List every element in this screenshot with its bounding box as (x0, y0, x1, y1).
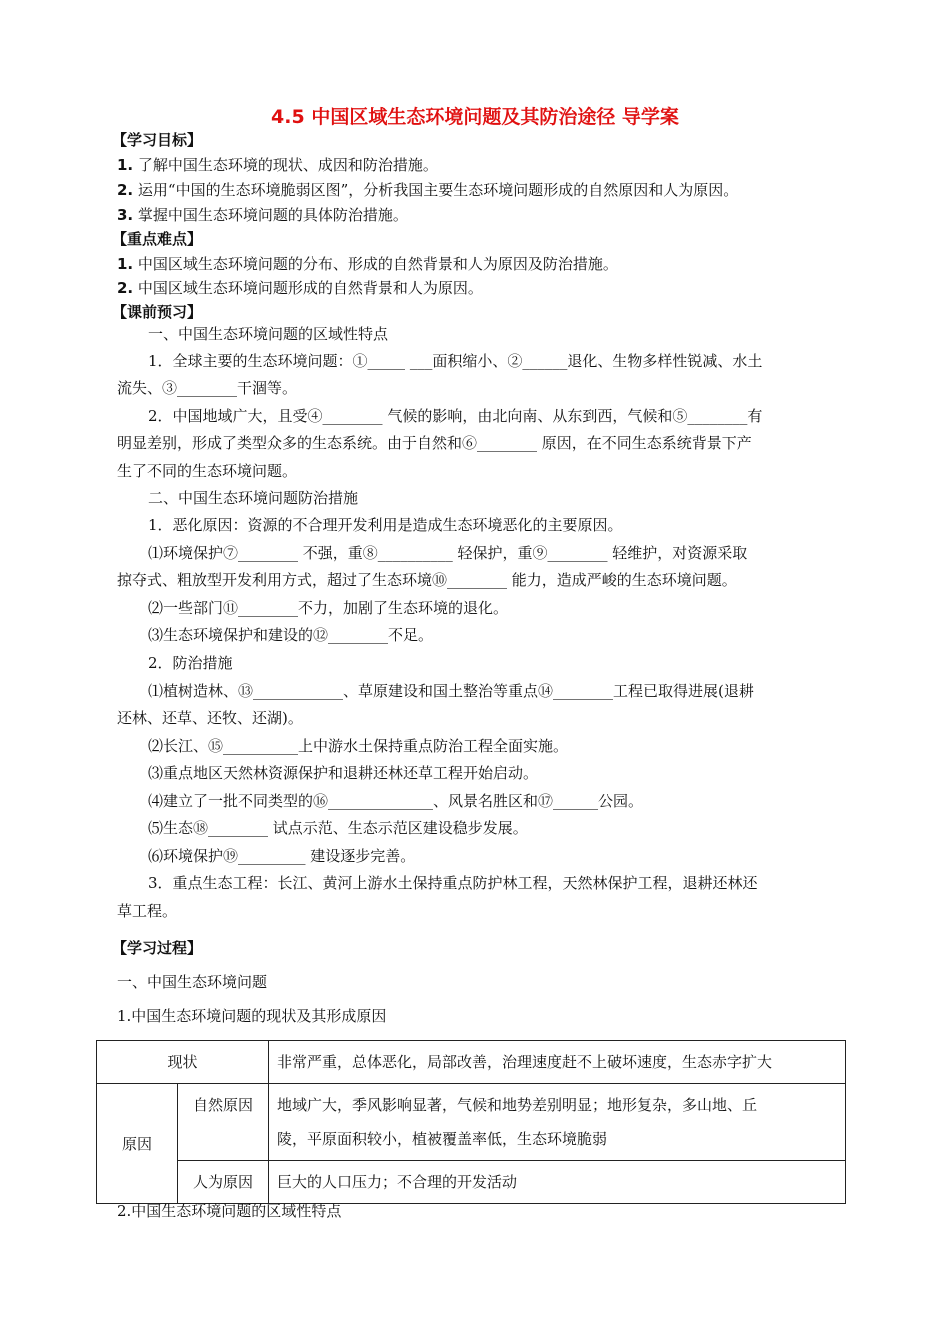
process-header: 【学习过程】 (112, 939, 203, 957)
process-line: 一、中国生态环境问题 (117, 973, 268, 991)
preview-line: ⑹环境保护⑲_________ 建设逐步完善。 (148, 847, 416, 865)
keypoint-item-2 (117, 278, 483, 298)
preview-line: 2．防治措施 (148, 654, 233, 672)
preview-header: 【课前预习】 (112, 303, 203, 321)
keypoint-text: 中国区域生态环境问题的分布、形成的自然背景和人为原因及防治措施。 (133, 255, 618, 273)
preview-line: 还林、还草、还牧、还湖)。 (117, 709, 303, 727)
preview-line: 明显差别，形成了类型众多的生态系统。由于自然和⑥________ 原因，在不同生态系统背景下产 (117, 434, 752, 452)
preview-line: 草工程。 (117, 902, 178, 920)
preview-line: 生了不同的生态环境问题。 (117, 462, 298, 480)
preview-line: ⑵一些部门⑪________不力，加剧了生态环境的退化。 (148, 599, 509, 617)
table-cell (269, 1084, 846, 1161)
goal-item-1 (117, 155, 438, 175)
cell-line: 陵，平原面积较小，植被覆盖率低，生态环境脆弱 (277, 1130, 608, 1148)
preview-line: ⑵长江、⑮__________上中游水土保持重点防治工程全面实施。 (148, 737, 569, 755)
table-cell: 现状 (97, 1041, 269, 1084)
preview-line: 流失、③________干涸等。 (117, 379, 298, 397)
table-row (97, 1041, 846, 1084)
table-row (97, 1161, 846, 1204)
goal-item-3 (117, 205, 408, 225)
keypoint-text: 中国区域生态环境问题形成的自然背景和人为原因。 (133, 279, 483, 297)
keypoint-item-1 (117, 254, 618, 274)
preview-line: 1．全球主要的生态环境问题：①_____ ___面积缩小、②______退化、生物多样性锐减、水土 (148, 352, 763, 370)
preview-line: 2．中国地域广大，且受④________ 气候的影响，由北向南、从东到西，气候和⑤________有 (148, 407, 763, 425)
preview-line: ⑴环境保护⑦________ 不强，重⑧__________ 轻保护，重⑨________ 轻维护，对资源采取 (148, 544, 748, 562)
preview-line: ⑶重点地区天然林资源保护和退耕还林还草工程开始启动。 (148, 764, 539, 782)
table-row (97, 1084, 846, 1161)
preview-line: ⑶生态环境保护和建设的⑫________不足。 (148, 626, 434, 644)
keypoints-header: 【重点难点】 (112, 230, 203, 248)
table-cell: 原因 (97, 1084, 178, 1204)
goal-num: 3. (117, 206, 134, 224)
table-cell: 巨大的人口压力；不合理的开发活动 (269, 1161, 846, 1204)
preview-line: 掠夺式、粗放型开发利用方式，超过了生态环境⑩________ 能力，造成严峻的生态环境问题。 (117, 571, 737, 589)
goal-text: 了解中国生态环境的现状、成因和防治措施。 (133, 156, 438, 174)
goals-header: 【学习目标】 (112, 131, 203, 149)
goal-num: 2. (117, 181, 134, 199)
preview-line: ⑴植树造林、⑬____________、草原建设和国土整治等重点⑭________工程已取得进展(退耕 (148, 682, 754, 700)
keypoint-num: 2. (117, 279, 134, 297)
table-cell: 非常严重，总体恶化，局部改善，治理速度赶不上破坏速度，生态赤字扩大 (269, 1041, 846, 1084)
goal-item-2 (117, 180, 738, 200)
preview-line: 1．恶化原因：资源的不合理开发利用是造成生态环境恶化的主要原因。 (148, 516, 623, 534)
preview-line: 3．重点生态工程：长江、黄河上游水土保持重点防护林工程，天然林保护工程，退耕还林还 (148, 874, 758, 892)
table-cell: 自然原因 (178, 1084, 269, 1161)
goal-num: 1. (117, 156, 134, 174)
goal-text: 掌握中国生态环境问题的具体防治措施。 (133, 206, 408, 224)
cell-line: 地域广大，季风影响显著，气候和地势差别明显；地形复杂，多山地、丘 (277, 1096, 758, 1114)
preview-line: 一、中国生态环境问题的区域性特点 (148, 325, 389, 343)
preview-line: ⑷建立了一批不同类型的⑯______________、风景名胜区和⑰______公园。 (148, 792, 644, 810)
keypoint-num: 1. (117, 255, 134, 273)
preview-line: 二、中国生态环境问题防治措施 (148, 489, 359, 507)
after-table-line: 2.中国生态环境问题的区域性特点 (117, 1202, 342, 1220)
document-title: 4.5 中国区域生态环境问题及其防治途径 导学案 (271, 106, 679, 128)
goal-text: 运用“中国的生态环境脆弱区图”，分析我国主要生态环境问题形成的自然原因和人为原因。 (133, 181, 739, 199)
preview-line: ⑸生态⑱________ 试点示范、生态示范区建设稳步发展。 (148, 819, 528, 837)
causes-table (96, 1040, 846, 1204)
process-line: 1.中国生态环境问题的现状及其形成原因 (117, 1007, 387, 1025)
table-cell: 人为原因 (178, 1161, 269, 1204)
